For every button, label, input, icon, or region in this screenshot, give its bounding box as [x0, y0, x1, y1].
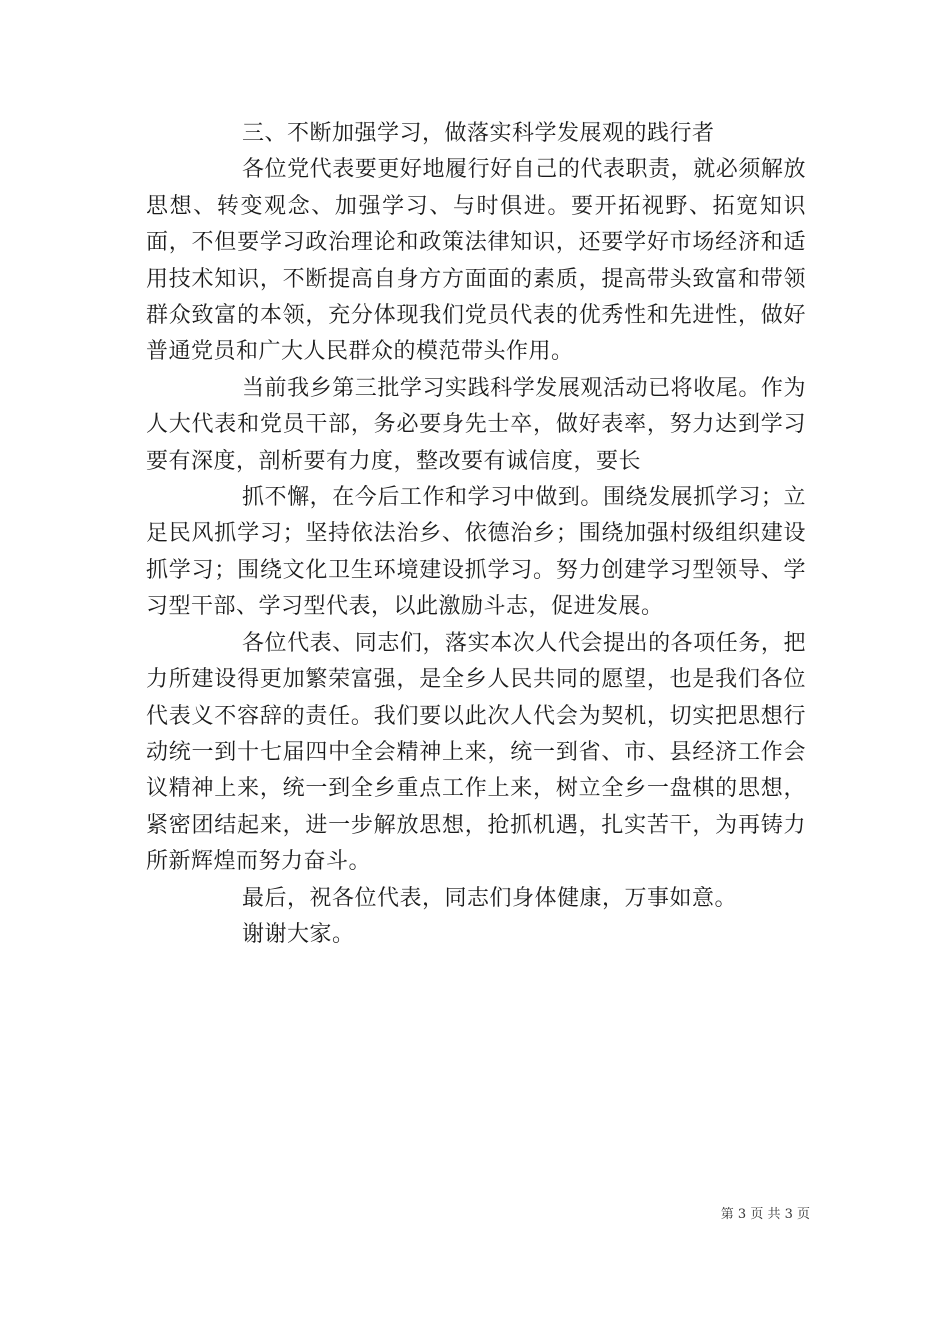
- paragraph: 各位代表、同志们，落实本次人代会提出的各项任务，把力所建设得更加繁荣富强，是全乡人民共同的愿望，也是我们各位代表义不容辞的责任。我们要以此次人代会为契机，切实把思想行动统一到十七届四中全会精神上来，统一到省、市、县经济工作会议精神上来，统一到全乡重点工作上来，树立全乡一盘棋的思想，紧密团结起来，进一步解放思想，抢抓机遇，扎实苦干，为再铸力所新辉煌而努力奋斗。: [146, 630, 806, 875]
- section-heading: 三、不断加强学习，做落实科学发展观的践行者: [242, 121, 715, 146]
- paragraph: 各位党代表要更好地履行好自己的代表职责，就必须解放思想、转变观念、加强学习、与时俱进。要开拓视野、拓宽知识面，不但要学习政治理论和政策法律知识，还要学好市场经济和适用技术知识，不断提高自身方方面面的素质，提高带头致富和带领群众致富的本领，充分体现我们党员代表的优秀性和先进性，做好普通党员和广大人民群众的模范带头作用。: [146, 157, 806, 365]
- page-number: 第 3 页 共 3 页: [720, 1207, 810, 1222]
- document-body: [146, 116, 806, 953]
- paragraph: 谢谢大家。: [242, 921, 355, 947]
- paragraph: 当前我乡第三批学习实践科学发展观活动已将收尾。作为人大代表和党员干部，务必要身先士卒，做好表率，努力达到学习要有深度，剖析要有力度，整改要有诚信度，要长: [146, 375, 806, 474]
- paragraph: 抓不懈，在今后工作和学习中做到。围绕发展抓学习；立足民风抓学习；坚持依法治乡、依德治乡；围绕加强村级组织建设抓学习；围绕文化卫生环境建设抓学习。努力创建学习型领导、学习型干部、学习型代表，以此激励斗志，促进发展。: [146, 485, 806, 620]
- paragraph: 最后，祝各位代表，同志们身体健康，万事如意。: [242, 885, 738, 911]
